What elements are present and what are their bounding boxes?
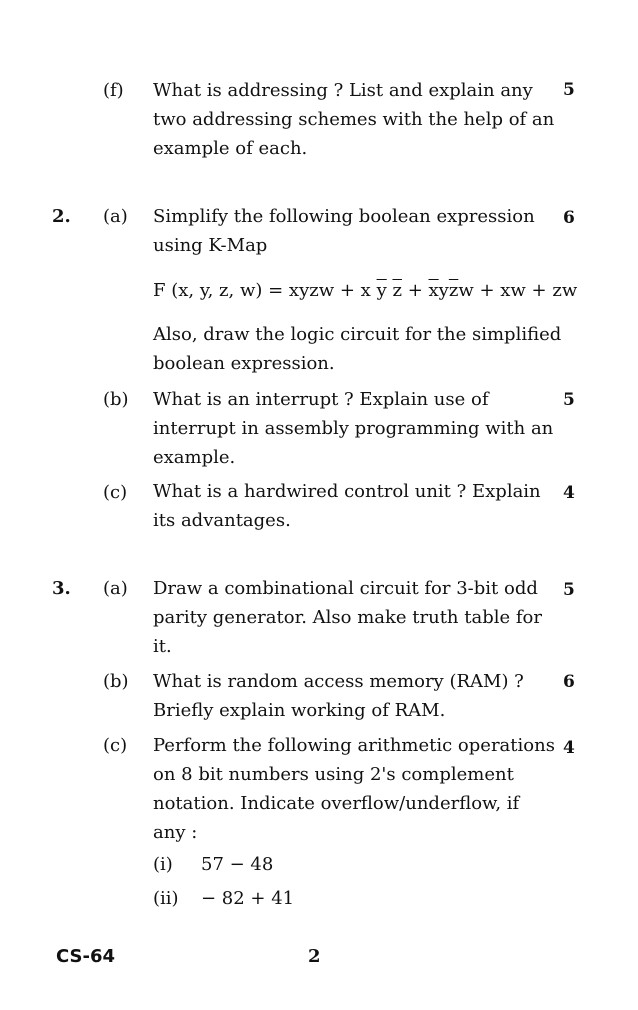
sub-label: (c): [103, 735, 128, 756]
course-code: CS-64: [56, 946, 116, 967]
marks: 6: [563, 672, 575, 692]
question-text: What is addressing ? List and explain any two addressing schemes with the help of an example of each.: [153, 80, 555, 159]
sub-item: (i) 57 − 48: [153, 854, 274, 875]
marks: 4: [563, 483, 575, 503]
marks: 5: [563, 390, 575, 410]
question-text: What is a hardwired control unit ? Explain its advantages.: [153, 481, 541, 531]
marks: 6: [563, 208, 575, 228]
sub-label: (a): [103, 578, 128, 599]
sub-item: (ii) − 82 + 41: [153, 888, 295, 909]
question-text: Perform the following arithmetic operations on 8 bit numbers using 2's complement notation. Indicate overflow/underflow, if any :: [153, 735, 555, 843]
question-text: Draw a combinational circuit for 3-bit odd parity generator. Also make truth table for it.: [153, 578, 542, 657]
sub-label: (a): [103, 206, 128, 227]
question-text: Simplify the following boolean expression using K-Map: [153, 206, 535, 256]
page-number: 2: [308, 946, 321, 967]
boolean-formula: F (x, y, z, w) = xyzw + x $\overline{y}$ $\overline{z} + \overline{x}y\overline{z}w$ + xw + zw: [153, 280, 578, 301]
question-text: What is random access memory (RAM) ? Briefly explain working of RAM.: [153, 671, 524, 721]
marks: 5: [563, 80, 575, 100]
sub-label: (b): [103, 389, 129, 410]
sub-label: (c): [103, 482, 128, 503]
question-number: 3.: [52, 578, 71, 599]
sub-label: (f): [103, 80, 124, 101]
marks: 4: [563, 738, 575, 758]
marks: 5: [563, 580, 575, 600]
sub-label: (b): [103, 671, 129, 692]
question-text-continued: Also, draw the logic circuit for the simplified boolean expression.: [153, 324, 562, 374]
question-text: What is an interrupt ? Explain use of interrupt in assembly programming with an example.: [153, 389, 554, 468]
question-number: 2.: [52, 206, 71, 227]
